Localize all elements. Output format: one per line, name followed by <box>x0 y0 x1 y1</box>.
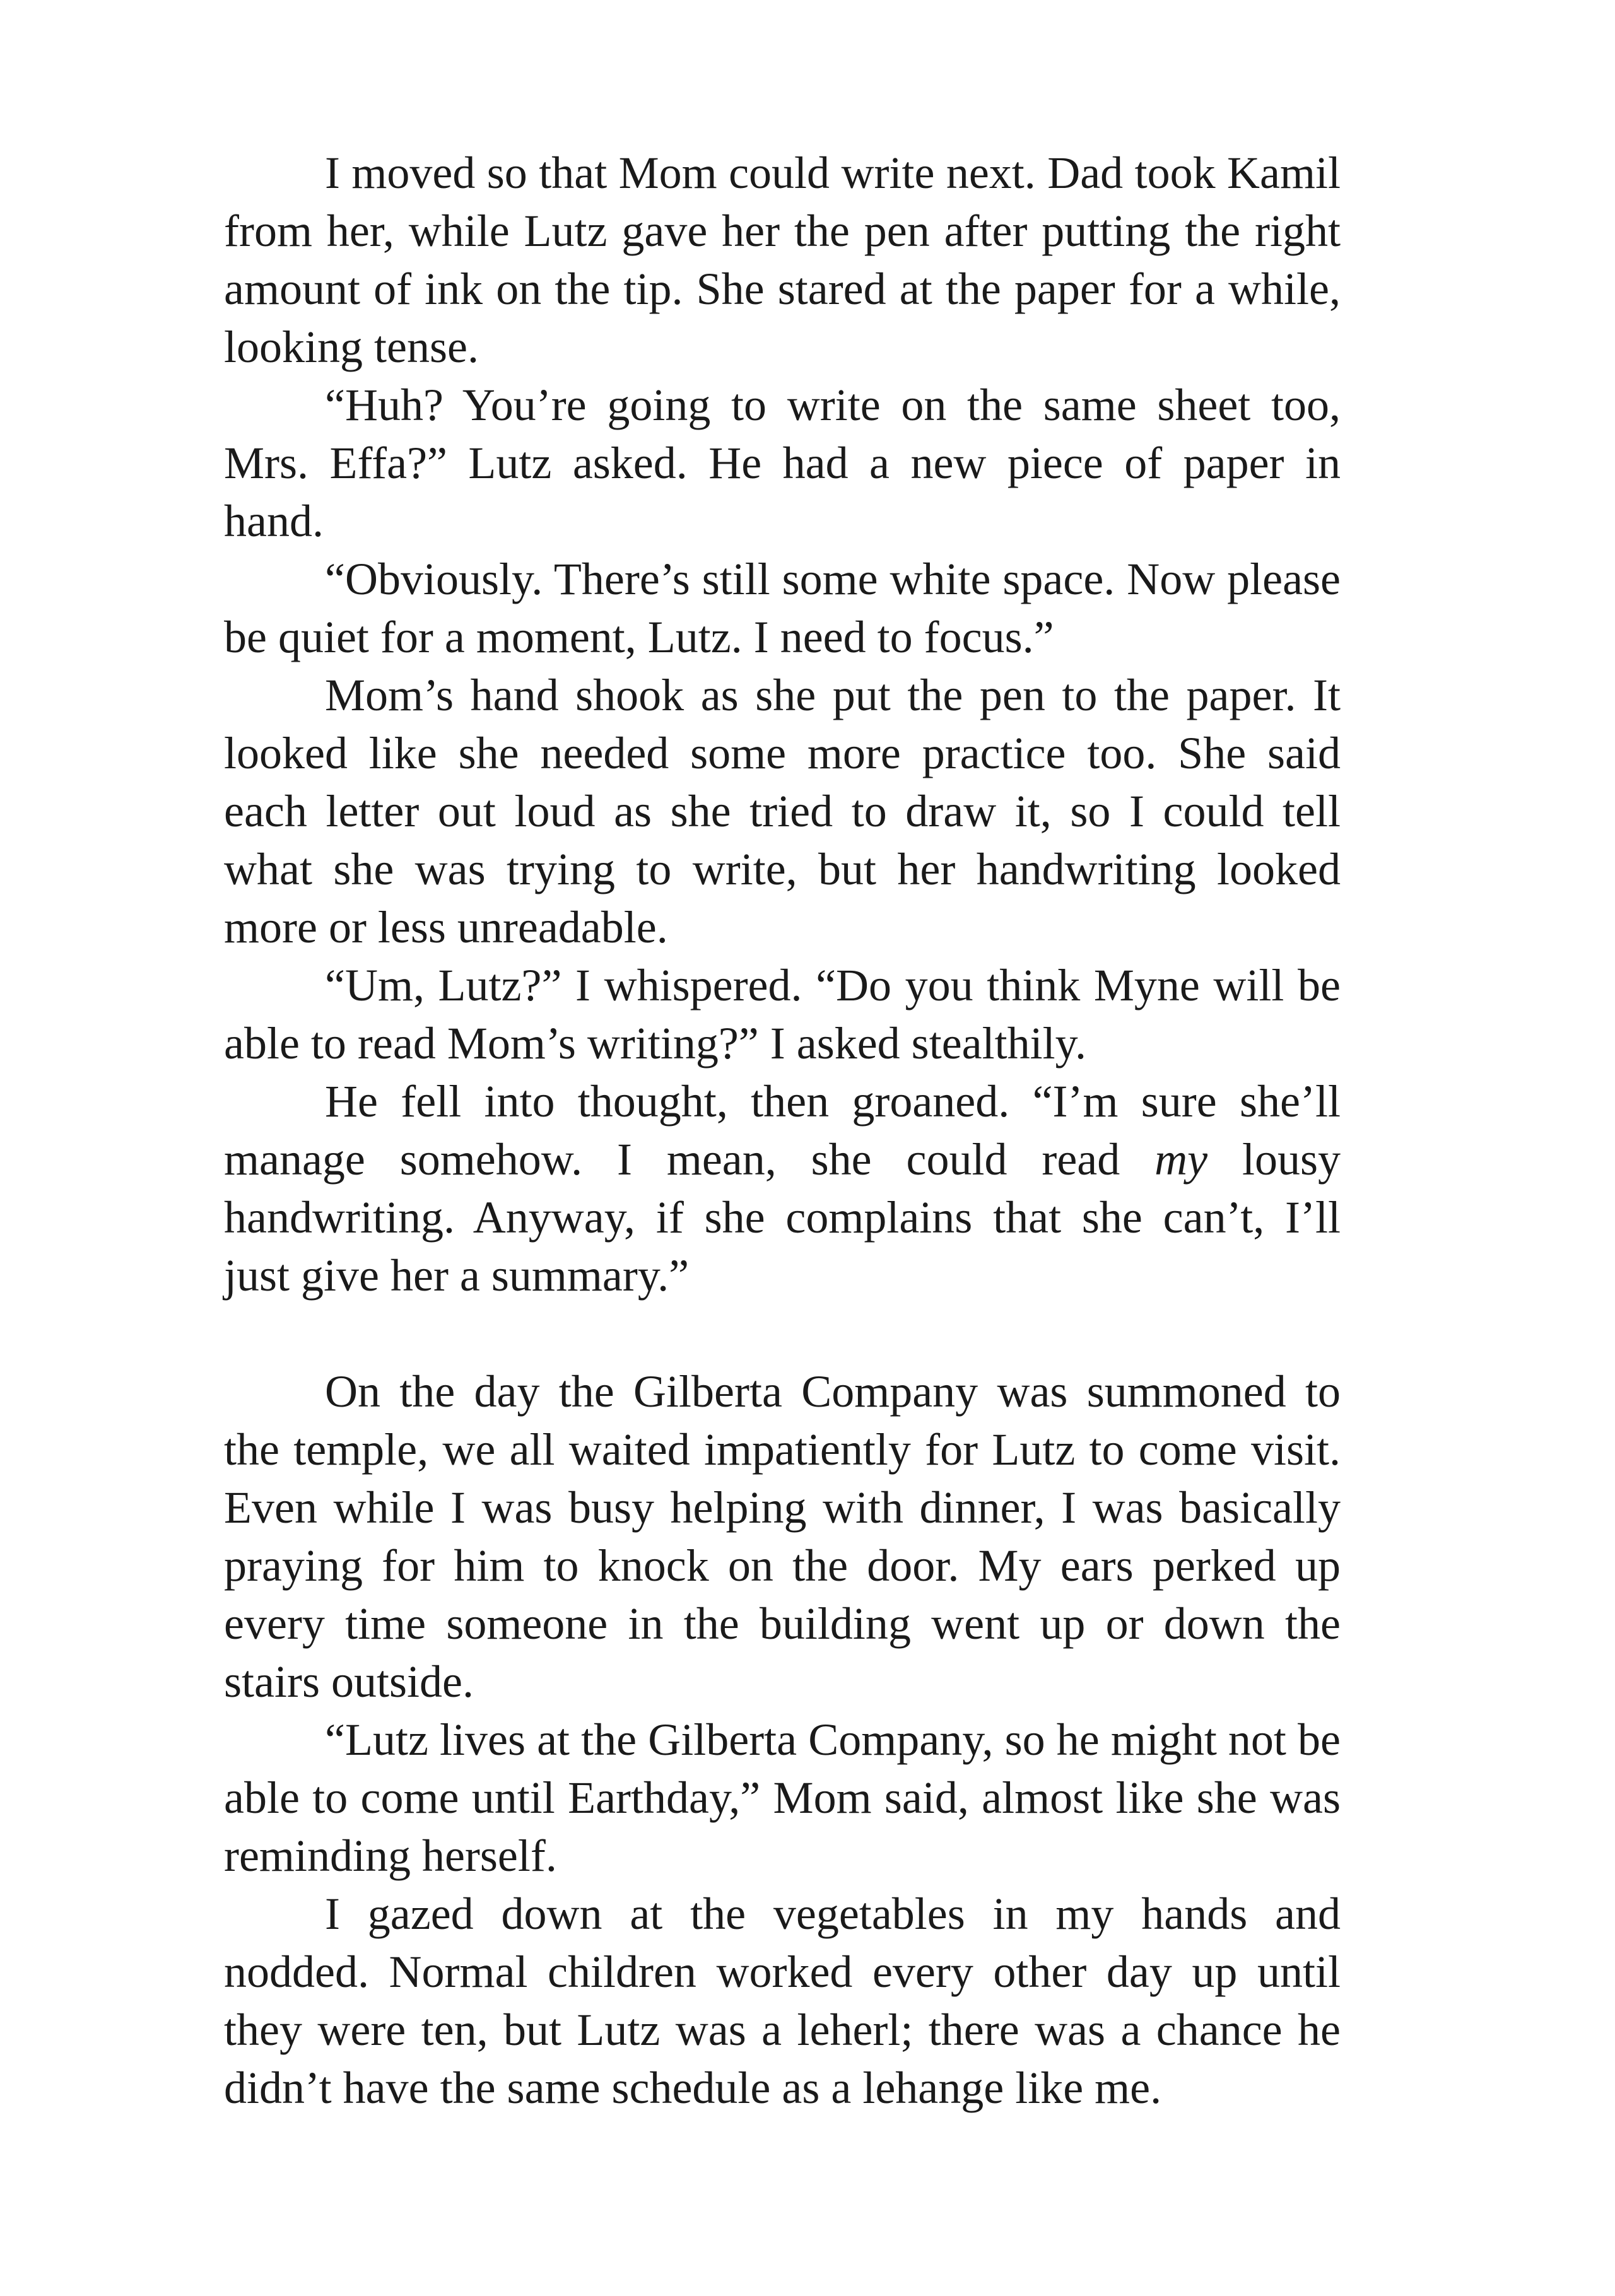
italic-text: my <box>1154 1134 1208 1185</box>
paragraph <box>224 1362 1341 1711</box>
text-run: “Lutz lives at the Gilberta Company, so he might not be able to come until Earthday,” Mom said, almost like she was reminding herself. <box>224 1714 1341 1881</box>
text-run: lousy handwriting. Anyway, if she complains that she can’t, I’ll just give her a summary.” <box>224 1134 1341 1301</box>
paragraph <box>224 1885 1341 2117</box>
scene-break <box>224 1304 1341 1362</box>
paragraph <box>224 376 1341 550</box>
paragraph <box>224 666 1341 956</box>
text-run: “Obviously. There’s still some white space. Now please be quiet for a moment, Lutz. I need to focus.” <box>224 554 1341 662</box>
text-run: I gazed down at the vegetables in my hands and nodded. Normal children worked every other day up until they were ten, but Lutz was a leherl; there was a chance he didn’t have the same schedule as a lehange like me. <box>224 1889 1341 2113</box>
section-after-break <box>224 1362 1341 2117</box>
paragraph <box>224 1711 1341 1885</box>
text-run: Mom’s hand shook as she put the pen to the paper. It looked like she needed some more practice too. She said each letter out loud as she tried to draw it, so I could tell what she was trying to write, but her handwriting looked more or less unreadable. <box>224 670 1341 952</box>
paragraph <box>224 550 1341 666</box>
text-run: “Um, Lutz?” I whispered. “Do you think Myne will be able to read Mom’s writing?” I asked stealthily. <box>224 960 1341 1069</box>
text-run: On the day the Gilberta Company was summoned to the temple, we all waited impatiently for Lutz to come visit. Even while I was busy helping with dinner, I was basically praying for him to knock on the door. My ears perked up every time someone in the building went up or down the stairs outside. <box>224 1366 1341 1707</box>
section-before-break <box>224 144 1341 1304</box>
paragraph <box>224 1072 1341 1304</box>
text-run: He fell into thought, then groaned. “I’m sure she’ll manage somehow. I mean, she could read <box>224 1076 1341 1185</box>
body-text <box>224 144 1341 2117</box>
text-run: “Huh? You’re going to write on the same sheet too, Mrs. Effa?” Lutz asked. He had a new piece of paper in hand. <box>224 380 1341 546</box>
paragraph <box>224 956 1341 1072</box>
paragraph <box>224 144 1341 376</box>
text-run: I moved so that Mom could write next. Dad took Kamil from her, while Lutz gave her the pen after putting the right amount of ink on the tip. She stared at the paper for a while, looking tense. <box>224 148 1341 372</box>
